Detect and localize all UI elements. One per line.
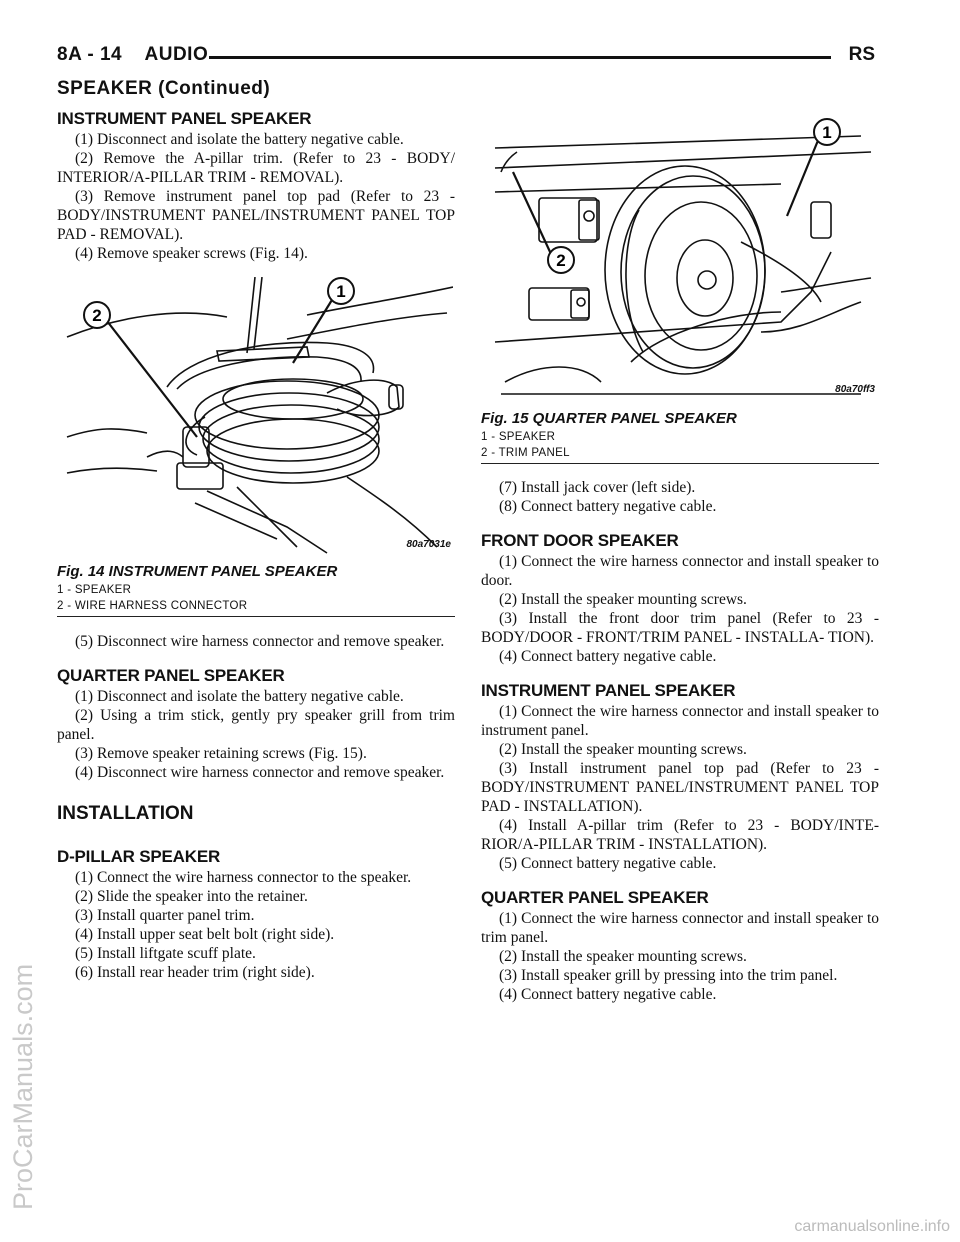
step: (4) Remove speaker screws (Fig. 14). — [75, 245, 308, 262]
header-section-label: 8A - 14 AUDIO — [57, 44, 209, 65]
figure-14-title: Fig. 14 INSTRUMENT PANEL SPEAKER — [57, 563, 338, 580]
footer-site: carmanualsonline.info — [794, 1218, 950, 1235]
step: (3) Remove instrument panel top pad (Refer to 23 - BODY/INSTRUMENT PANEL/INSTRUMENT PANEL TOP PAD - REMOVAL). — [57, 188, 455, 243]
continued-title: SPEAKER (Continued) — [57, 78, 271, 99]
step: (8) Connect battery negative cable. — [499, 498, 717, 515]
figure-14-legend-item: 1 - SPEAKER — [57, 584, 132, 596]
left-column — [57, 108, 455, 982]
figure-14-rule — [57, 616, 455, 617]
figure-15-rule — [481, 463, 879, 464]
step: (1) Connect the wire harness connector and install speaker to trim panel. — [481, 910, 879, 946]
section-title-quarter-panel-installation: QUARTER PANEL SPEAKER — [481, 888, 709, 907]
step: (2) Remove the A-pillar trim. (Refer to 23 - BODY/ INTERIOR/A-PILLAR TRIM - REMOVAL). — [57, 150, 455, 186]
step: (3) Remove speaker retaining screws (Fig. 15). — [75, 745, 367, 762]
step: (1) Connect the wire harness connector and install speaker to instrument panel. — [481, 703, 879, 739]
step: (4) Install upper seat belt bolt (right side). — [75, 926, 335, 943]
step: (2) Install the speaker mounting screws. — [499, 948, 747, 965]
installation-heading: INSTALLATION — [57, 803, 194, 824]
step: (5) Connect battery negative cable. — [499, 855, 717, 872]
figure-15-code: 80a70ff3 — [835, 384, 875, 395]
figure-15-legend-item: 1 - SPEAKER — [481, 431, 556, 443]
section-title-d-pillar-installation: D-PILLAR SPEAKER — [57, 847, 221, 866]
step: (1) Connect the wire harness connector and install speaker to door. — [481, 553, 879, 589]
step: (7) Install jack cover (left side). — [499, 479, 696, 496]
figure-14 — [57, 277, 455, 617]
step: (4) Connect battery negative cable. — [499, 648, 717, 665]
figure-14-callout-1-label: 1 — [336, 282, 346, 301]
step: (6) Install rear header trim (right side). — [75, 964, 315, 981]
header-rule — [209, 56, 831, 59]
header-manual-code: RS — [848, 44, 875, 65]
figure-14-code: 80a7031e — [406, 539, 451, 550]
step: (2) Install the speaker mounting screws. — [499, 741, 747, 758]
section-title-quarter-panel-removal: QUARTER PANEL SPEAKER — [57, 666, 285, 685]
figure-15-legend-item: 2 - TRIM PANEL — [481, 447, 570, 459]
step: (4) Connect battery negative cable. — [499, 986, 717, 1003]
figure-15 — [481, 112, 879, 464]
step: (5) Disconnect wire harness connector and remove speaker. — [75, 633, 445, 650]
figure-14-callout-2-label: 2 — [92, 306, 102, 325]
section-title-instrument-panel-installation: INSTRUMENT PANEL SPEAKER — [481, 681, 736, 700]
figure-15-illustration — [481, 112, 877, 404]
step: (4) Install A-pillar trim (Refer to 23 - BODY/INTE- RIOR/A-PILLAR TRIM - INSTALLATION). — [481, 817, 879, 853]
right-column — [481, 112, 879, 1004]
section-title-front-door-installation: FRONT DOOR SPEAKER — [481, 531, 679, 550]
page-header — [57, 44, 875, 70]
figure-15-callout-1-label: 1 — [822, 123, 832, 142]
step: (3) Install the front door trim panel (Refer to 23 - BODY/DOOR - FRONT/TRIM PANEL - INSTALLA- TION). — [481, 610, 879, 646]
figure-15-callout-2-label: 2 — [556, 251, 566, 270]
step: (1) Disconnect and isolate the battery negative cable. — [75, 688, 404, 705]
step: (1) Connect the wire harness connector to the speaker. — [75, 869, 412, 886]
figure-14-illustration — [57, 277, 453, 557]
step: (3) Install instrument panel top pad (Refer to 23 - BODY/INSTRUMENT PANEL/INSTRUMENT PANEL TOP PAD - INSTALLATION). — [481, 760, 879, 815]
step: (1) Disconnect and isolate the battery negative cable. — [75, 131, 404, 148]
watermark: ProCarManuals.com — [8, 963, 38, 1210]
step: (2) Slide the speaker into the retainer. — [75, 888, 308, 905]
section-title-instrument-panel-removal: INSTRUMENT PANEL SPEAKER — [57, 109, 312, 128]
step: (3) Install speaker grill by pressing into the trim panel. — [499, 967, 838, 984]
step: (3) Install quarter panel trim. — [75, 907, 255, 924]
step: (2) Using a trim stick, gently pry speaker grill from trim panel. — [57, 707, 455, 743]
step: (4) Disconnect wire harness connector and remove speaker. — [75, 764, 445, 781]
figure-14-legend-item: 2 - WIRE HARNESS CONNECTOR — [57, 600, 248, 612]
step: (5) Install liftgate scuff plate. — [75, 945, 256, 962]
figure-15-title: Fig. 15 QUARTER PANEL SPEAKER — [481, 410, 737, 427]
step: (2) Install the speaker mounting screws. — [499, 591, 747, 608]
